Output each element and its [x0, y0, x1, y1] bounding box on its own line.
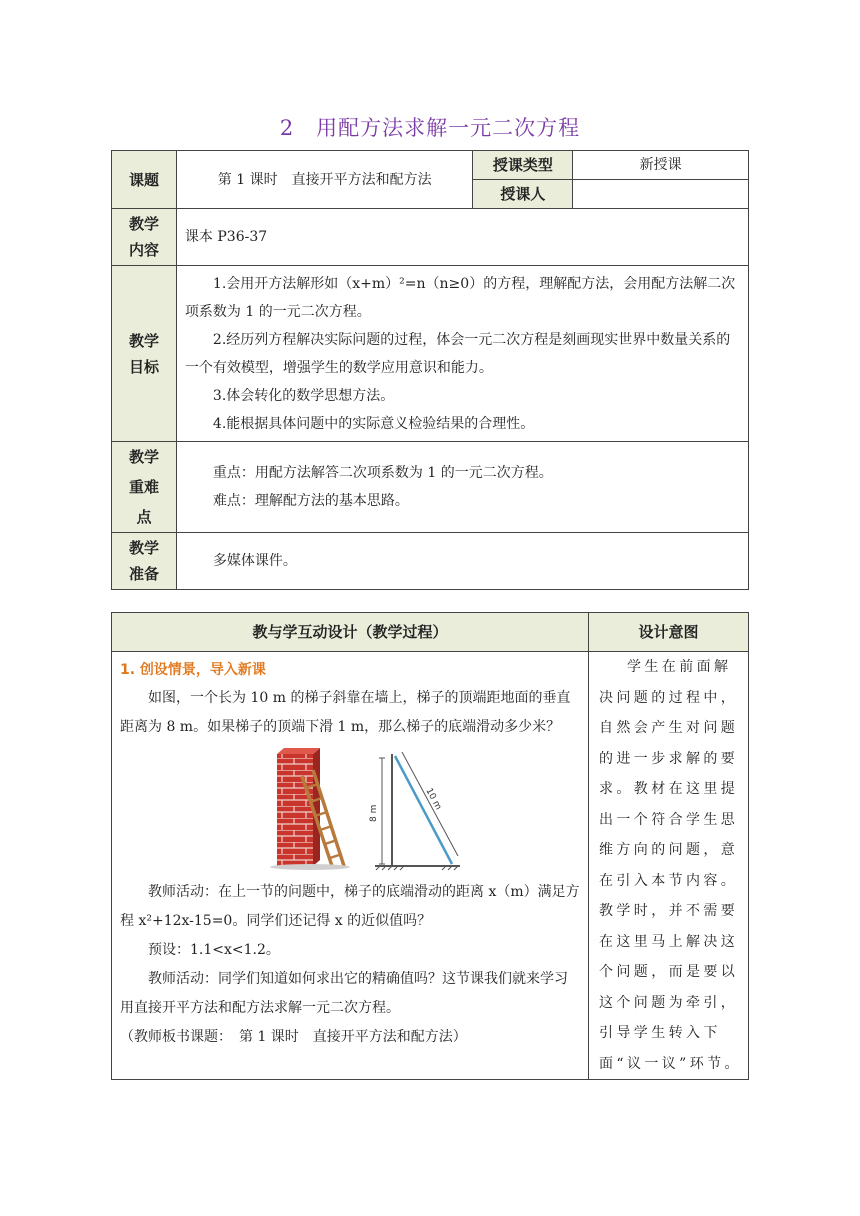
lesson-info-table [111, 150, 749, 590]
teacher-value [573, 180, 749, 209]
goal-item: 1.会用开方法解形如（x+m）²=n（n≥0）的方程，理解配方法，会用配方法解二次项系数为 1 的一元二次方程。 [184, 275, 736, 320]
ladder-figure [120, 746, 580, 872]
goals-label: 教学目标 [112, 266, 177, 442]
board-title: （教师板书课题： 第 1 课时 直接开平方法和配方法） [120, 1029, 467, 1045]
key-point: 重点：用配方法解答二次项系数为 1 的一元二次方程。 [212, 465, 553, 481]
height-label: 8 m [369, 804, 379, 822]
prep-label: 教学准备 [112, 533, 177, 590]
preset-answer: 预设：1.1<x<1.2。 [148, 942, 280, 958]
content-label: 教学内容 [112, 209, 177, 266]
teacher-activity-2: 教师活动：同学们知道如何求出它的精确值吗？这节课我们就来学习用直接开平方法和配方法求解一元二次方程。 [120, 971, 568, 1016]
triangle-diagram [375, 752, 460, 870]
teacher-label: 授课人 [473, 180, 573, 209]
page-title: 2 用配方法求解一元二次方程 [279, 116, 581, 140]
key-points [176, 442, 748, 533]
ladder-length-label: 10 m [423, 786, 444, 812]
ladder-illustration [120, 746, 580, 872]
problem-text: 如图，一个长为 10 m 的梯子斜靠在墙上，梯子的顶端距地面的垂直距离为 8 m。如果梯子的顶端下滑 1 m，那么梯子的底端滑动多少米？ [120, 690, 571, 735]
difficulty-point: 难点：理解配方法的基本思路。 [212, 493, 409, 509]
process-header: 教与学互动设计（教学过程） [112, 613, 589, 652]
prep-value: 多媒体课件。 [176, 533, 748, 590]
teacher-activity-1: 教师活动：在上一节的问题中，梯子的底端滑动的距离 x（m）满足方程 x²+12x-15=0。同学们还记得 x 的近似值吗？ [120, 884, 580, 929]
goals-list [176, 266, 748, 442]
intent-header: 设计意图 [589, 613, 749, 652]
section-title: 1. 创设情景，导入新课 [120, 662, 266, 678]
lesson-value: 第 1 课时 直接开平方法和配方法 [176, 151, 473, 209]
lesson-type-label: 授课类型 [473, 151, 573, 180]
lesson-type-value: 新授课 [573, 151, 749, 180]
goal-item: 4.能根据具体问题中的实际意义检验结果的合理性。 [212, 415, 535, 432]
intent-content [589, 652, 749, 1080]
key-points-label: 教学重难点 [112, 442, 177, 533]
teaching-process-table [111, 612, 749, 1080]
goal-item: 3.体会转化的数学思想方法。 [212, 387, 395, 404]
lesson-label: 课题 [112, 151, 177, 209]
process-content [112, 652, 589, 1080]
intent-text: 学生在前面解决问题的过程中，自然会产生对问题的进一步求解的要求。教材在这里提出一个符合学生思维方向的问题，意在引入本节内容。教学时，并不需要在这里马上解决这个问题，而是要以这个问题为牵引，引导学生转入下面“议一议”环节。 [599, 659, 742, 1072]
goal-item: 2.经历列方程解决实际问题的过程，体会一元二次方程是刻画现实世界中数量关系的一个有效模型，增强学生的数学应用意识和能力。 [184, 331, 731, 376]
content-value: 课本 P36-37 [176, 209, 748, 266]
